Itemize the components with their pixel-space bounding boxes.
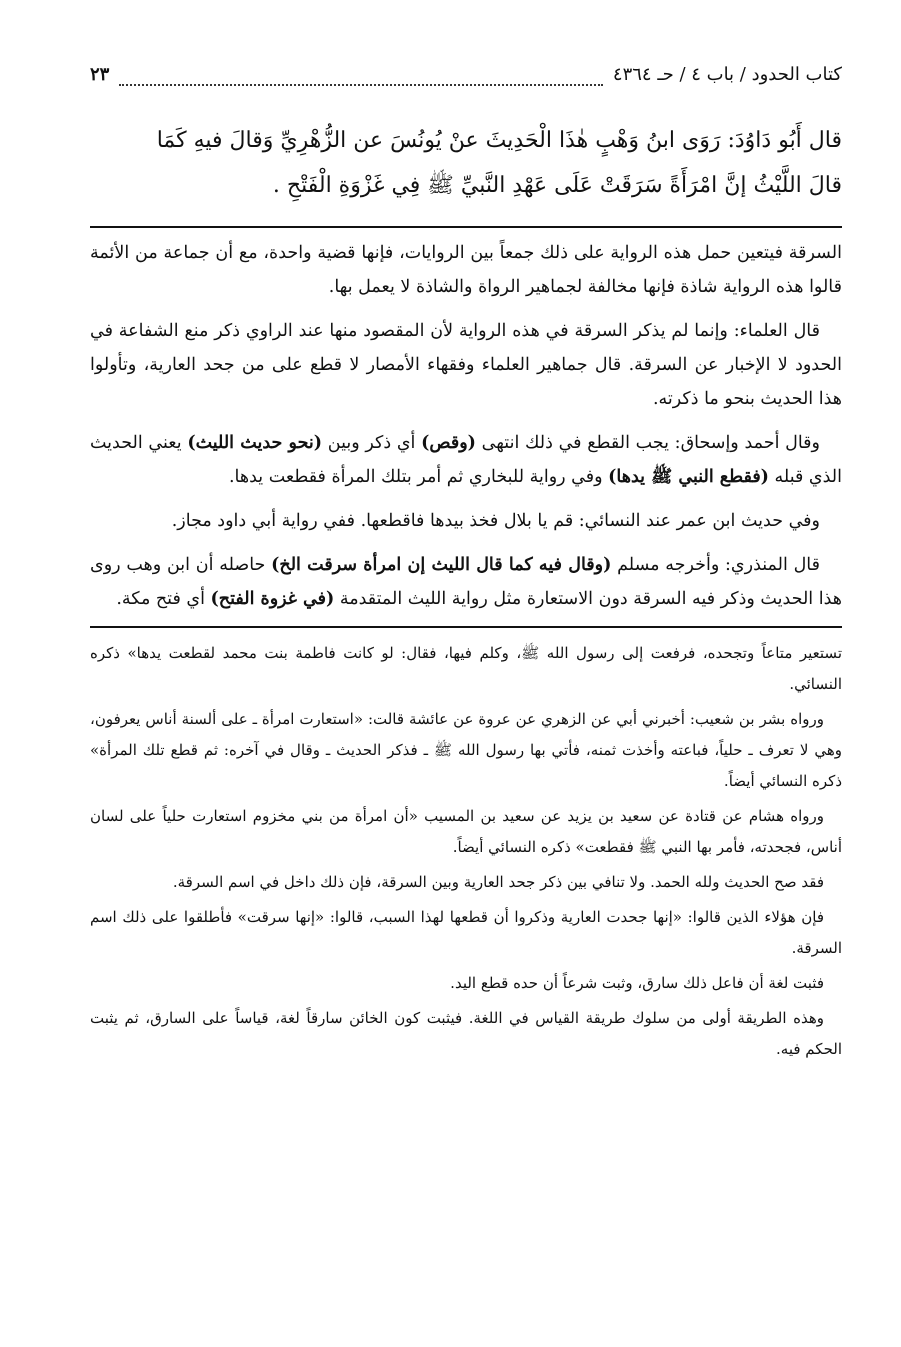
commentary-paragraph	[90, 504, 842, 538]
commentary-paragraph	[90, 314, 842, 416]
commentary-paragraph	[90, 548, 842, 616]
running-header	[90, 62, 842, 92]
quoted-phrase: (وقال فيه كما قال الليث إن امرأة سرقت الخ)	[271, 555, 612, 575]
note-paragraph: فقد صح الحديث ولله الحمد. ولا تنافي بين ذكر جحد العارية وبين السرقة، فإن ذلك داخل في اسم السرقة.	[172, 873, 824, 891]
quoted-phrase: (فقطع النبي ﷺ يدها)	[608, 467, 769, 487]
note-paragraph: وهذه الطريقة أولى من سلوك طريقة القياس في اللغة. فيثبت كون الخائن سارقاً لغة، قياساً على السارق، ثم يثبت الحكم فيه.	[90, 1009, 842, 1058]
quoted-phrase: (في غزوة الفتح)	[210, 589, 335, 609]
commentary-text: وقال أحمد وإسحاق: يجب القطع في ذلك انتهى	[475, 433, 820, 453]
commentary-text: قال العلماء: وإنما لم يذكر السرقة في هذه الرواية لأن المقصود منها عند الراوي ذكر منع الشفاعة في الحدود لا الإخبار عن السرقة. قال جماهير العلماء وفقهاء الأمصار لا قطع على من جحد العارية، وتأولوا هذا الحديث بنحو ما ذكرته.	[90, 321, 842, 409]
note-paragraph: ورواه بشر بن شعيب: أخبرني أبي عن الزهري عن عروة عن عائشة قالت: «استعارت امرأة ـ على ألسنة أناس يعرفون، وهي لا تعرف ـ حلياً، فباعته وأخذت ثمنه، فأتي بها رسول الله ﷺ ـ فذكر الحديث ـ وقال في آخره: ثم قطع تلك المرأة» ذكره النسائي أيضاً.	[90, 710, 842, 790]
section-divider	[90, 226, 842, 228]
commentary-text: قال المنذري: وأخرجه مسلم	[611, 555, 820, 575]
commentary-text: أي ذكر وبين	[322, 433, 422, 453]
hadith-text	[90, 118, 842, 208]
note-paragraph: تستعير متاعاً وتجحده، فرفعت إلى رسول الله ﷺ، وكلم فيها، فقال: لو كانت فاطمة بنت محمد لقطعت يدها» ذكره النسائي.	[90, 644, 842, 693]
note-paragraph: ورواه هشام عن قتادة عن سعيد بن يزيد عن سعيد بن المسيب «أن امرأة من بني مخزوم استعارت حلياً على لسان أناس، فجحدته، فأمر بها النبي ﷺ فقطعت» ذكره النسائي أيضاً.	[90, 807, 842, 856]
commentary-text: وفي حديث ابن عمر عند النسائي: قم يا بلال فخذ بيدها فاقطعها. ففي رواية أبي داود مجاز.	[171, 511, 820, 531]
commentary-section	[90, 236, 842, 616]
notes-section	[90, 638, 842, 1065]
quoted-phrase: (وقص)	[421, 433, 476, 453]
quoted-phrase: (نحو حديث الليث)	[187, 433, 323, 453]
commentary-text: أي فتح مكة.	[116, 589, 211, 609]
book-page	[90, 62, 842, 1069]
page-number: ٢٣	[90, 64, 110, 85]
hadith-line: قال أَبُو دَاوُدَ: رَوَى ابنُ وَهْبٍ هٰذَا الْحَدِيثَ عنْ يُونُسَ عن الزُّهْرِيِّ وَقالَ فيهِ كَمَا	[156, 128, 842, 153]
commentary-text: السرقة فيتعين حمل هذه الرواية على ذلك جمعاً بين الروايات، فإنها قضية واحدة، مع أن جماعة من الأئمة قالوا هذه الرواية شاذة فإنها مخالفة لجماهير الرواة والشاذة لا يعمل بها.	[90, 243, 842, 297]
commentary-text: يعني الحديث الذي قبله	[90, 433, 842, 487]
header-dot-leader	[119, 84, 603, 86]
commentary-text: حاصله أن ابن وهب روى هذا الحديث وذكر فيه السرقة دون الاستعارة مثل رواية الليث المتقدمة	[90, 555, 842, 609]
footnote-divider	[90, 626, 842, 628]
note-paragraph: فثبت لغة أن فاعل ذلك سارق، وثبت شرعاً أن حده قطع اليد.	[450, 974, 824, 992]
commentary-paragraph	[90, 426, 842, 494]
commentary-paragraph	[90, 236, 842, 304]
commentary-text: وفي رواية للبخاري ثم أمر بتلك المرأة فقطعت يدها.	[228, 467, 609, 487]
header-title: كتاب الحدود / باب ٤ / حـ ٤٣٦٤	[612, 64, 842, 85]
hadith-line: قالَ اللَّيْثُ إنَّ امْرَأَةً سَرَقَتْ عَلَى عَهْدِ النَّبيِّ ﷺ فِي غَزْوَةِ الْفَتْحِ .	[272, 173, 842, 198]
note-paragraph: فإن هؤلاء الذين قالوا: «إنها جحدت العارية وذكروا أن قطعها لهذا السبب، قالوا: «إنها سرقت» فأطلقوا على ذلك اسم السرقة.	[90, 908, 842, 957]
